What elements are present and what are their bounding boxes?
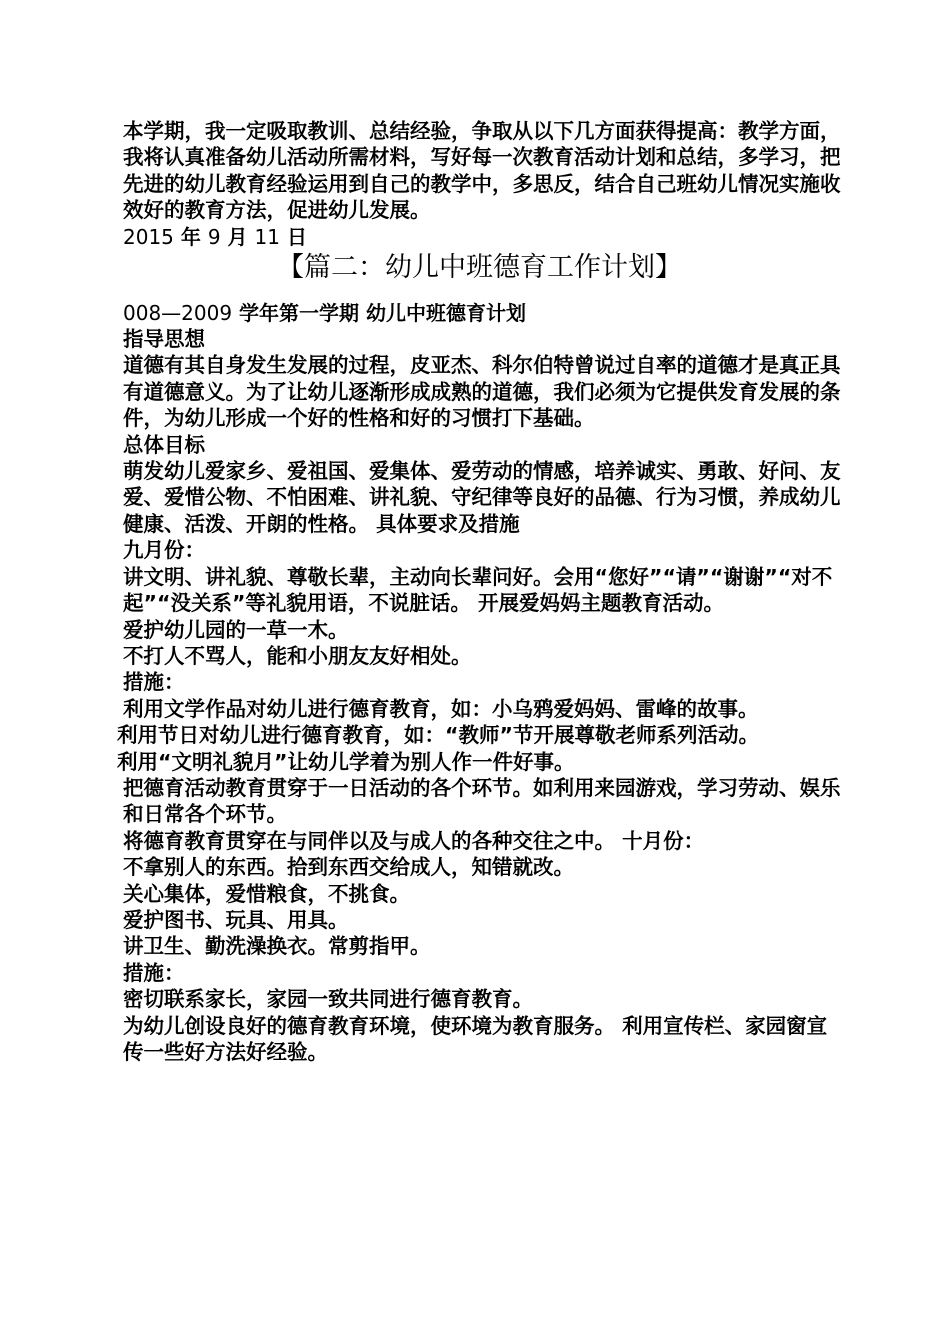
date-month: 9 bbox=[207, 224, 221, 249]
body-line: 总体目标 bbox=[123, 432, 205, 457]
body-line: 爱护幼儿园的一草一木。 bbox=[123, 617, 349, 642]
body-line: 萌发幼儿爱家乡、爱祖国、爱集体、爱劳动的情感，培养诚实、勇敢、好问、友爱、爱惜公物、不怕困难、讲礼貌、守纪律等良好的品德、行为习惯，养成幼儿健康、活泼、开朗的性格。 具体要求及措施 bbox=[123, 459, 841, 536]
date-day: 11 bbox=[254, 224, 280, 249]
body-line: 爱护图书、玩具、用具。 bbox=[123, 907, 349, 932]
body-line: 利用“文明礼貌月”让幼儿学着为别人作一件好事。 bbox=[117, 749, 575, 774]
body-line: 关心集体，爱惜粮食，不挑食。 bbox=[123, 881, 410, 906]
intro-date bbox=[117, 224, 842, 250]
body-line: 不拿别人的东西。拾到东西交给成人，知错就改。 bbox=[123, 855, 574, 880]
date-month-unit: 月 bbox=[227, 224, 248, 249]
body-line: 密切联系家长，家园一致共同进行德育教育。 bbox=[123, 987, 533, 1012]
body-line: 利用文学作品对幼儿进行德育教育，如：小乌鸦爱妈妈、雷峰的故事。 bbox=[123, 696, 759, 721]
subtitle-text: 学年第一学期 幼儿中班德育计划 bbox=[239, 300, 527, 325]
section-heading: 【篇二：幼儿中班德育工作计划】 bbox=[277, 251, 682, 283]
date-year-unit: 年 bbox=[180, 224, 201, 249]
subtitle-year-range: 008—2009 bbox=[123, 300, 233, 325]
date-year: 2015 bbox=[123, 224, 174, 249]
date-day-unit: 日 bbox=[286, 224, 307, 249]
intro-paragraph: 本学期，我一定吸取教训、总结经验，争取从以下几方面获得提高：教学方面，我将认真准备幼儿活动所需材料，写好每一次教育活动计划和总结，多学习，把先进的幼儿教育经验运用到自己的教学中，多思反，结合自己班幼儿情况实施收效好的教育方法，促进幼儿发展。 bbox=[123, 119, 841, 223]
document-page bbox=[117, 118, 842, 1065]
body-line: 讲文明、讲礼貌、尊敬长辈，主动向长辈问好。会用“您好”“请”“谢谢”“对不起”“没关系”等礼貌用语，不说脏话。 开展爱妈妈主题教育活动。 bbox=[123, 564, 833, 616]
body-line: 利用节日对幼儿进行德育教育，如：“教师”节开展尊敬老师系列活动。 bbox=[117, 723, 759, 748]
section-subtitle bbox=[117, 300, 842, 326]
body-line: 把德育活动教育贯穿于一日活动的各个环节。如利用来园游戏，学习劳动、娱乐和日常各个环节。 bbox=[123, 775, 841, 827]
body-line: 指导思想 bbox=[123, 327, 205, 352]
body-line: 为幼儿创设良好的德育教育环境，使环境为教育服务。 利用宣传栏、家园窗宣传一些好方法好经验。 bbox=[123, 1013, 828, 1064]
body-line: 道德有其自身发生发展的过程，皮亚杰、科尔伯特曾说过自率的道德才是真正具有道德意义。为了让幼儿逐渐形成成熟的道德，我们必须为它提供发育发展的条件，为幼儿形成一个好的性格和好的习惯打下基础。 bbox=[123, 353, 841, 431]
section-body bbox=[117, 326, 842, 1065]
body-line: 九月份： bbox=[123, 538, 205, 563]
body-line: 将德育教育贯穿在与同伴以及与成人的各种交往之中。 十月份： bbox=[123, 828, 705, 853]
body-line: 不打人不骂人，能和小朋友友好相处。 bbox=[123, 643, 472, 668]
body-line: 措施： bbox=[123, 960, 185, 985]
body-line: 措施： bbox=[123, 670, 185, 695]
body-line: 讲卫生、勤洗澡换衣。常剪指甲。 bbox=[123, 934, 431, 959]
